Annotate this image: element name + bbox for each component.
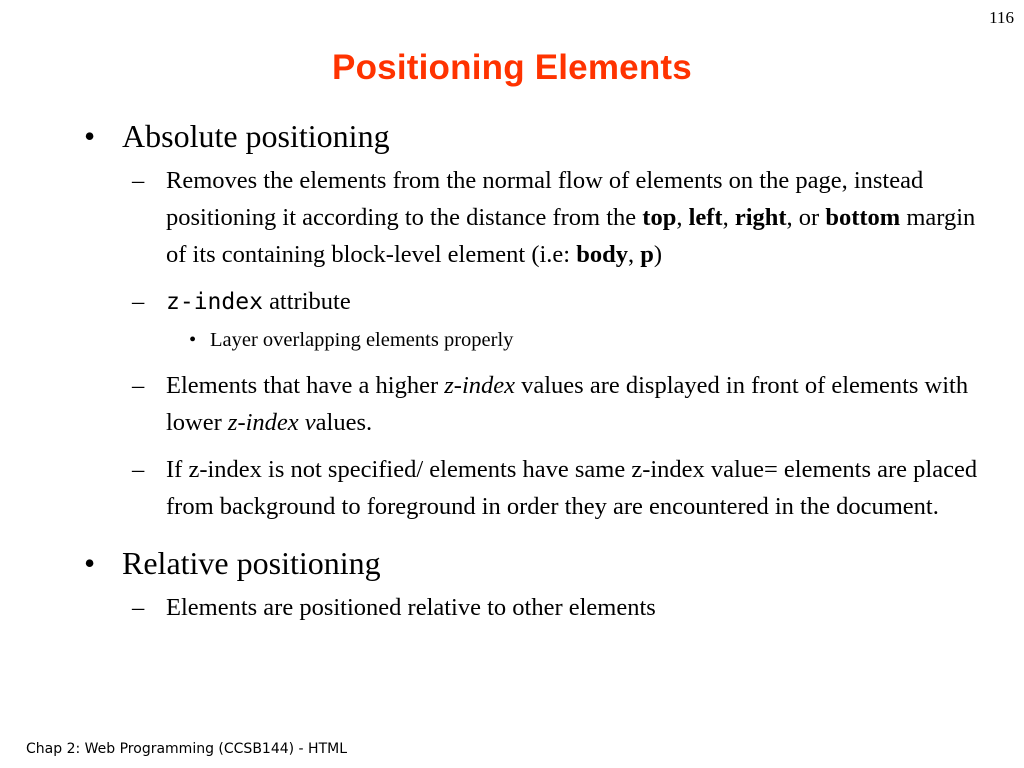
slide-content	[84, 112, 984, 626]
text: values are displayed in front of elements with lower	[166, 372, 969, 436]
subsubbullet-layer	[84, 325, 984, 355]
bullet-dash-icon: –	[132, 594, 145, 621]
keyword-body: body	[576, 241, 629, 268]
bullet-dot-icon: •	[84, 545, 96, 581]
text: attribute	[262, 288, 351, 315]
keyword-left: left	[688, 204, 723, 231]
subbullet-zindex	[84, 283, 984, 321]
text: margin of its containing block-level element (i.e:	[166, 204, 976, 268]
page-number: 116	[989, 8, 1014, 27]
keyword-top: top	[642, 204, 677, 231]
slide-title: Positioning Elements	[332, 48, 692, 87]
keyword-right: right	[734, 204, 787, 231]
italic-zindex: z-index	[444, 372, 515, 399]
italic-zindex: z-index v	[227, 409, 316, 436]
bullet-dash-icon: –	[132, 372, 145, 399]
keyword-p: p	[640, 241, 654, 268]
keyword-bottom: bottom	[825, 204, 901, 231]
separator: , or	[786, 204, 826, 231]
text: Removes the elements from the normal flow of elements on the page, instead positioning it according to the distance from the	[166, 167, 924, 231]
text: If z-index is not specified/ elements have same z-index value= elements are placed from background to foreground in order they are encountered in the document.	[166, 456, 978, 520]
bullet-dot-icon: •	[84, 118, 96, 154]
text: alues.	[315, 409, 373, 436]
subbullet-removes	[84, 162, 984, 273]
code-zindex: z-index	[166, 289, 263, 315]
text: Layer overlapping elements properly	[210, 329, 514, 351]
text: Elements that have a higher	[166, 372, 445, 399]
subbullet-relative	[84, 589, 984, 626]
text: Elements are positioned relative to other elements	[166, 594, 656, 621]
bullet-dash-icon: –	[132, 288, 145, 315]
slide-footer: Chap 2: Web Programming (CCSB144) - HTML	[26, 741, 348, 757]
separator: ,	[628, 241, 641, 268]
bullet-absolute-positioning	[84, 112, 984, 160]
subbullet-ifnot	[84, 451, 984, 525]
separator: ,	[722, 204, 735, 231]
bullet-label: Relative positioning	[122, 545, 381, 581]
text: )	[653, 241, 663, 268]
separator: ,	[676, 204, 689, 231]
bullet-dash-icon: –	[132, 456, 145, 483]
bullet-label: Absolute positioning	[122, 118, 390, 154]
bullet-relative-positioning	[84, 539, 984, 587]
bullet-dot-icon: •	[189, 329, 197, 351]
bullet-dash-icon: –	[132, 167, 145, 194]
subbullet-higher	[84, 367, 984, 441]
